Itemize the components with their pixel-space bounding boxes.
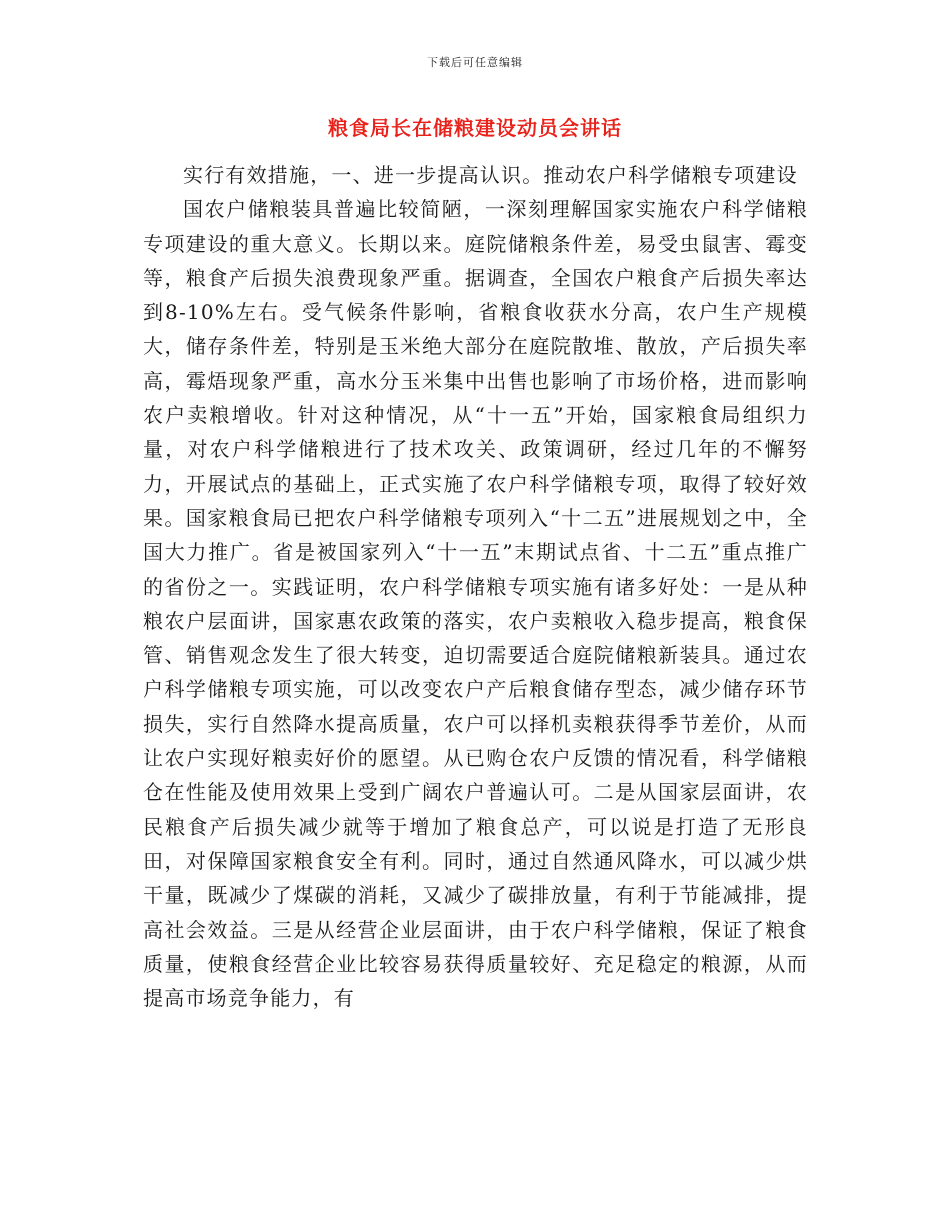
page-header-note: 下载后可任意编辑 [427,56,523,69]
paragraph: 国农户储粮装具普遍比较简陋，一深刻理解国家实施农户科学储粮专项建设的重大意义。长期以来。庭院储粮条件差，易受虫鼠害、霉变等，粮食产后损失浪费现象严重。据调查，全国农户粮食产后损失率达到8-10%左右。受气候条件影响，省粮食收获水分高，农户生产规模大，储存条件差，特别是玉米绝大部分在庭院散堆、散放，产后损失率高，霉焐现象严重，高水分玉米集中出售也影响了市场价格，进而影响农户卖粮增收。针对这种情况，从“十一五”开始，国家粮食局组织力量，对农户科学储粮进行了技术攻关、政策调研，经过几年的不懈努力，开展试点的基础上，正式实施了农户科学储粮专项，取得了较好效果。国家粮食局已把农户科学储粮专项列入“十二五”进展规划之中，全国大力推广。省是被国家列入“十一五”末期试点省、十二五”重点推广的省份之一。实践证明，农户科学储粮专项实施有诸多好处：一是从种粮农户层面讲，国家惠农政策的落实，农户卖粮收入稳步提高，粮食保管、销售观念发生了很大转变，迫切需要适合庭院储粮新装具。通过农户科学储粮专项实施，可以改变农户产后粮食储存型态，减少储存环节损失，实行自然降水提高质量，农户可以择机卖粮获得季节差价，从而让农户实现好粮卖好价的愿望。从已购仓农户反馈的情况看，科学储粮仓在性能及使用效果上受到广阔农户普遍认可。二是从国家层面讲，农民粮食产后损失减少就等于增加了粮食总产，可以说是打造了无形良田，对保障国家粮食安全有利。同时，通过自然通风降水，可以减少烘干量，既减少了煤碳的消耗，又减少了碳排放量，有利于节能减排，提高社会效益。三是从经营企业层面讲，由于农户科学储粮，保证了粮食质量，使粮食经营企业比较容易获得质量较好、充足稳定的粮源，从而提高市场竞争能力，有 [143,197,808,1011]
document-title: 粮食局长在储粮建设动员会讲话 [328,116,622,140]
document-body [143,158,808,1015]
paragraph: 实行有效措施，一、进一步提高认识。推动农户科学储粮专项建设 [183,163,798,187]
